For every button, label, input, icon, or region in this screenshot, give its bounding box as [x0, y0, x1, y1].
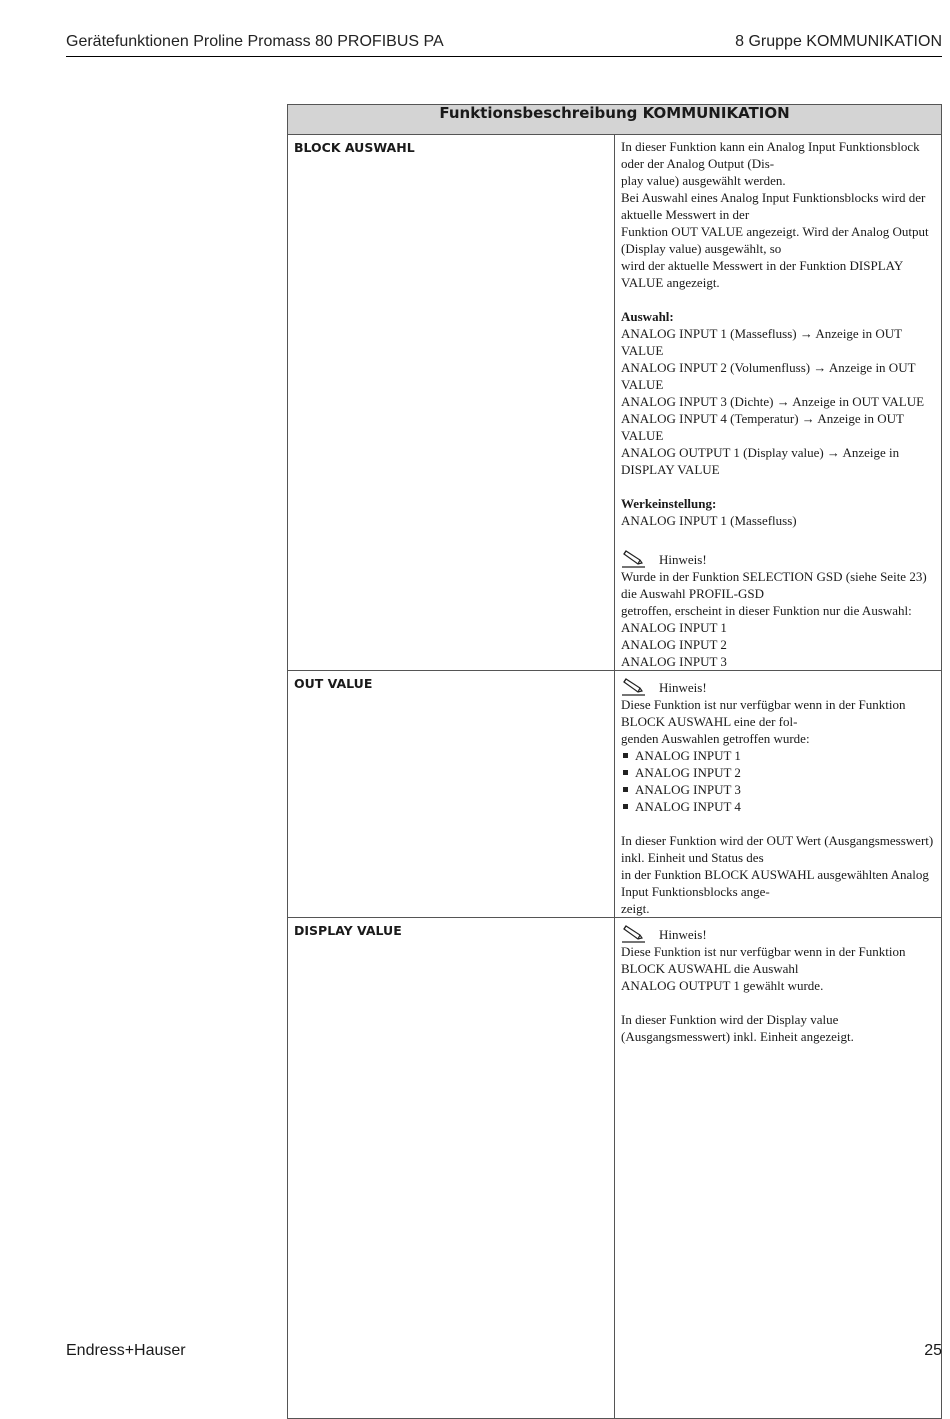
row-label-display-value: DISPLAY VALUE — [288, 918, 615, 1419]
note-label: Hinweis! — [659, 679, 707, 695]
pencil-note-icon — [621, 550, 647, 568]
note-header — [621, 678, 935, 696]
auswahl-option: ANALOG INPUT 3 (Dichte) → Anzeige in OUT VALUE — [621, 394, 925, 409]
row-label-out-value: OUT VALUE — [288, 671, 615, 918]
note-line: Wurde in der Funktion SELECTION GSD (siehe Seite 23) die Auswahl PROFIL-GSD — [621, 569, 927, 601]
auswahl-option: ANALOG INPUT 2 (Volumenfluss) → Anzeige in OUT VALUE — [621, 360, 916, 392]
row-description-out-value — [615, 671, 942, 918]
row-label-block-auswahl: BLOCK AUSWAHL — [288, 135, 615, 671]
bullet-item: ANALOG INPUT 3 — [621, 781, 935, 798]
note-label: Hinweis! — [659, 551, 707, 567]
intro-line: Bei Auswahl eines Analog Input Funktionsblocks wird der aktuelle Messwert in der — [621, 190, 926, 222]
table-row-out-value — [288, 671, 942, 918]
note-line: ANALOG INPUT 2 — [621, 637, 727, 652]
table-row-block-auswahl — [288, 135, 942, 671]
werkeinstellung-heading: Werkeinstellung: — [621, 496, 717, 511]
bullet-list — [621, 747, 935, 815]
note-header — [621, 550, 935, 568]
row-description-display-value — [615, 918, 942, 1419]
note-line: Diese Funktion ist nur verfügbar wenn in der Funktion BLOCK AUSWAHL eine der fol- — [621, 697, 906, 729]
intro-line: In dieser Funktion kann ein Analog Input Funktionsblock oder der Analog Output (Dis- — [621, 139, 920, 171]
text-line: zeigt. — [621, 901, 650, 916]
werkeinstellung-value: ANALOG INPUT 1 (Massefluss) — [621, 513, 797, 528]
note-line: ANALOG INPUT 3 — [621, 654, 727, 669]
page-number: 25 — [924, 1342, 942, 1359]
intro-line: play value) ausgewählt werden. — [621, 173, 786, 188]
page-header — [66, 30, 942, 57]
pencil-note-icon — [621, 925, 647, 943]
footer-brand: Endress+Hauser — [66, 1342, 186, 1359]
bullet-item: ANALOG INPUT 1 — [621, 747, 935, 764]
row-description-block-auswahl — [615, 135, 942, 671]
note-line: ANALOG INPUT 1 — [621, 620, 727, 635]
text-line: In dieser Funktion wird der OUT Wert (Ausgangsmesswert) inkl. Einheit und Status des — [621, 833, 934, 865]
function-description-table — [287, 104, 942, 1419]
note-header — [621, 925, 935, 943]
note-line: ANALOG OUTPUT 1 gewählt wurde. — [621, 978, 824, 993]
table-row-display-value — [288, 918, 942, 1419]
intro-line: wird der aktuelle Messwert in der Funktion DISPLAY VALUE angezeigt. — [621, 258, 903, 290]
note-line: Diese Funktion ist nur verfügbar wenn in der Funktion BLOCK AUSWAHL die Auswahl — [621, 944, 906, 976]
bullet-item: ANALOG INPUT 2 — [621, 764, 935, 781]
text-line: In dieser Funktion wird der Display value (Ausgangsmesswert) inkl. Einheit angezeigt. — [621, 1012, 854, 1044]
note-label: Hinweis! — [659, 926, 707, 942]
pencil-note-icon — [621, 678, 647, 696]
note-line: genden Auswahlen getroffen wurde: — [621, 731, 810, 746]
text-line: in der Funktion BLOCK AUSWAHL ausgewählten Analog Input Funktionsblocks ange- — [621, 867, 929, 899]
table-title: Funktionsbeschreibung KOMMUNIKATION — [288, 105, 942, 135]
header-chapter-title: 8 Gruppe KOMMUNIKATION — [735, 33, 942, 50]
header-document-title: Gerätefunktionen Proline Promass 80 PROFIBUS PA — [66, 33, 444, 50]
auswahl-option: ANALOG OUTPUT 1 (Display value) → Anzeige in DISPLAY VALUE — [621, 445, 900, 477]
auswahl-heading: Auswahl: — [621, 309, 674, 324]
bullet-item: ANALOG INPUT 4 — [621, 798, 935, 815]
note-line: getroffen, erscheint in dieser Funktion nur die Auswahl: — [621, 603, 912, 618]
auswahl-option: ANALOG INPUT 4 (Temperatur) → Anzeige in OUT VALUE — [621, 411, 904, 443]
auswahl-option: ANALOG INPUT 1 (Massefluss) → Anzeige in OUT VALUE — [621, 326, 902, 358]
intro-line: Funktion OUT VALUE angezeigt. Wird der Analog Output (Display value) ausgewählt, so — [621, 224, 929, 256]
